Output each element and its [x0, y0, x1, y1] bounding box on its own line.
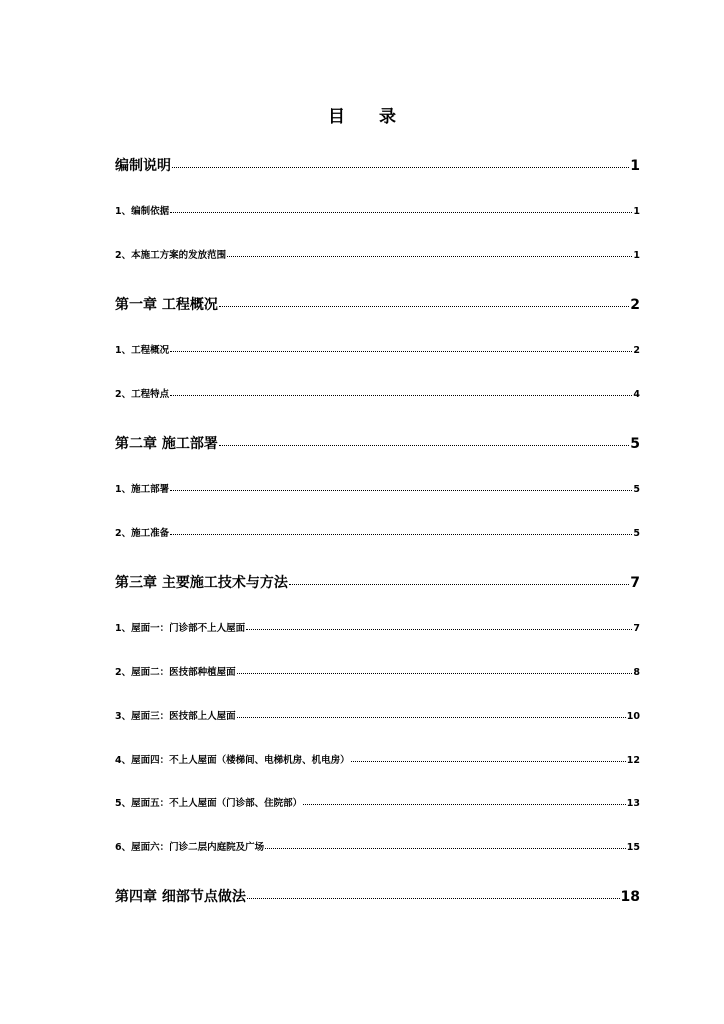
toc-entry-roof-3[interactable] — [115, 708, 640, 722]
toc-entry-text: 编制说明 — [115, 158, 171, 174]
toc-entry-distribution[interactable] — [115, 247, 640, 261]
toc-entry-roof-2[interactable] — [115, 664, 640, 678]
toc-entry-preparation[interactable] — [115, 525, 640, 539]
toc-entry-roof-6[interactable] — [115, 839, 640, 853]
toc-leader-dots — [219, 445, 629, 446]
toc-leader-dots — [219, 306, 629, 307]
toc-entry-text: 2、施工准备 — [115, 528, 170, 539]
toc-leader-dots — [247, 898, 620, 899]
toc-entry-overview[interactable] — [115, 342, 640, 356]
toc-entry-text: 2、本施工方案的发放范围 — [115, 250, 227, 261]
toc-leader-dots — [170, 212, 632, 213]
toc-page-number: 5 — [633, 528, 640, 539]
toc-leader-dots — [246, 629, 632, 630]
toc-page-number: 1 — [630, 158, 640, 174]
toc-page-number: 4 — [633, 389, 640, 400]
toc-page-number: 13 — [626, 798, 640, 809]
toc-page-number: 1 — [633, 250, 640, 261]
toc-entry-text: 3、屋面三：医技部上人屋面 — [115, 711, 236, 722]
toc-title: 目 录 — [328, 107, 410, 127]
toc-page-number: 12 — [626, 755, 640, 766]
toc-page-number: 15 — [626, 842, 640, 853]
toc-entry-chapter-4[interactable] — [115, 886, 640, 906]
toc-leader-dots — [237, 673, 633, 674]
toc-entry-text: 6、屋面六：门诊二层内庭院及广场 — [115, 842, 265, 853]
toc-page-number: 8 — [633, 667, 640, 678]
toc-leader-dots — [265, 848, 626, 849]
toc-entry-text: 4、屋面四：不上人屋面（楼梯间、电梯机房、机电房） — [115, 755, 350, 766]
toc-leader-dots — [227, 256, 632, 257]
toc-entry-roof-4[interactable] — [115, 752, 640, 766]
toc-page-number: 1 — [633, 206, 640, 217]
toc-entry-text: 5、屋面五：不上人屋面（门诊部、住院部） — [115, 798, 303, 809]
toc-page-number: 18 — [620, 889, 640, 905]
toc-leader-dots — [172, 167, 629, 168]
toc-page-number: 10 — [626, 711, 640, 722]
toc-entry-deployment[interactable] — [115, 481, 640, 495]
toc-entry-text: 第一章 工程概况 — [115, 297, 218, 313]
toc-leader-dots — [170, 351, 632, 352]
toc-entry-roof-5[interactable] — [115, 795, 640, 809]
toc-entry-chapter-3[interactable] — [115, 572, 640, 592]
toc-leader-dots — [351, 761, 626, 762]
toc-leader-dots — [237, 717, 626, 718]
toc-entry-text: 1、施工部署 — [115, 484, 170, 495]
toc-leader-dots — [289, 584, 629, 585]
toc-page-number: 7 — [630, 575, 640, 591]
toc-entry-text: 2、工程特点 — [115, 389, 170, 400]
toc-leader-dots — [170, 490, 632, 491]
toc-leader-dots — [170, 534, 632, 535]
toc-entry-text: 1、工程概况 — [115, 345, 170, 356]
toc-page-number: 5 — [630, 436, 640, 452]
toc-entry-basis[interactable] — [115, 203, 640, 217]
toc-entry-chapter-1[interactable] — [115, 294, 640, 314]
toc-entry-roof-1[interactable] — [115, 620, 640, 634]
toc-entry-text: 第二章 施工部署 — [115, 436, 218, 452]
toc-entry-features[interactable] — [115, 386, 640, 400]
toc-entry-text: 1、屋面一：门诊部不上人屋面 — [115, 623, 246, 634]
toc-entry-text: 2、屋面二：医技部种植屋面 — [115, 667, 236, 678]
toc-entry-text: 1、编制依据 — [115, 206, 170, 217]
toc-page-number: 7 — [633, 623, 640, 634]
toc-entry-text: 第三章 主要施工技术与方法 — [115, 575, 288, 591]
toc-leader-dots — [170, 395, 632, 396]
toc-page-number: 2 — [630, 297, 640, 313]
toc-entry-text: 第四章 细部节点做法 — [115, 889, 246, 905]
toc-page-number: 5 — [633, 484, 640, 495]
toc-page-number: 2 — [633, 345, 640, 356]
toc-entry-preface[interactable] — [115, 155, 640, 175]
toc-entry-chapter-2[interactable] — [115, 433, 640, 453]
toc-leader-dots — [303, 804, 626, 805]
